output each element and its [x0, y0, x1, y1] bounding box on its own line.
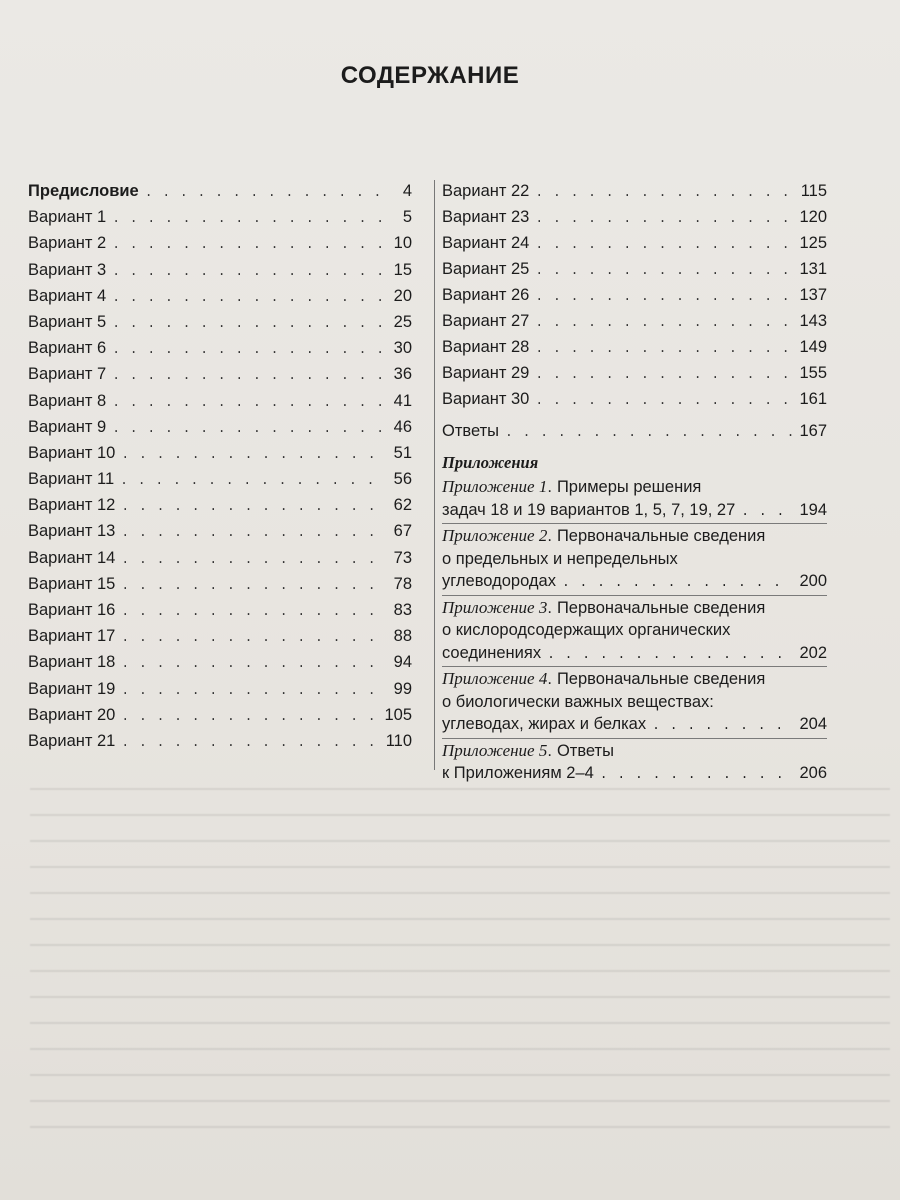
- appendix-name-period: .: [547, 670, 552, 688]
- toc-entry-label: Вариант 3: [28, 260, 107, 279]
- toc-entry-page: 10: [393, 234, 412, 253]
- toc-entry-label: Вариант 27: [442, 312, 530, 330]
- toc-entry[interactable]: [442, 282, 827, 308]
- leader-dots: [600, 764, 794, 787]
- toc-entry-label: Вариант 2: [28, 234, 107, 253]
- toc-entry-label: Вариант 28: [442, 338, 530, 356]
- leader-dots: [505, 420, 793, 446]
- bleed-through-texture: [30, 770, 890, 1150]
- toc-entry[interactable]: [28, 440, 412, 466]
- appendix-line: к Приложениям 2–4: [442, 764, 594, 782]
- appendix-line: Первоначальные сведения: [556, 527, 766, 545]
- appendix-separator: [442, 523, 827, 524]
- appendix-line: углеводородах: [442, 572, 556, 590]
- appendix-name: Приложение 2: [442, 526, 548, 545]
- toc-entry-label: Вариант 10: [28, 443, 116, 462]
- toc-entry-page: 51: [393, 443, 412, 462]
- appendix-page: 194: [799, 500, 827, 519]
- toc-entry[interactable]: [28, 676, 412, 702]
- appendix-page: 204: [799, 715, 827, 733]
- appendix-line: Первоначальные сведения: [556, 670, 766, 688]
- toc-entry[interactable]: [442, 360, 827, 386]
- leader-dots: [535, 206, 793, 232]
- appendix-name-period: .: [547, 741, 552, 760]
- toc-entry[interactable]: [28, 309, 412, 335]
- toc-entry[interactable]: [28, 649, 412, 675]
- leader-dots: [120, 468, 382, 494]
- leader-dots: [121, 573, 382, 599]
- leader-dots: [121, 442, 382, 468]
- toc-entry-page: 62: [393, 496, 412, 515]
- leader-dots: [145, 180, 382, 206]
- appendix-line: о кислородсодержащих органических: [442, 621, 731, 639]
- toc-entry-label: Вариант 15: [28, 574, 116, 593]
- toc-entry-label: Вариант 14: [28, 548, 116, 567]
- leader-dots: [121, 678, 382, 704]
- leader-dots: [112, 206, 382, 232]
- toc-entry-label: Вариант 29: [442, 364, 530, 382]
- appendix-name-period: .: [547, 478, 552, 496]
- toc-entry-page: 143: [799, 312, 827, 330]
- appendix-page: 202: [799, 643, 827, 662]
- toc-entry-page: 25: [393, 312, 412, 331]
- toc-entry-label: Вариант 22: [442, 182, 530, 200]
- toc-entry-page: 73: [393, 548, 412, 567]
- leader-dots: [121, 730, 379, 756]
- toc-entry[interactable]: [442, 334, 827, 360]
- toc-entry-label: Вариант 17: [28, 627, 116, 646]
- toc-variant-list: [442, 178, 827, 412]
- page-title: СОДЕРЖАНИЕ: [340, 62, 520, 89]
- toc-entry-page: 149: [799, 338, 827, 356]
- toc-entry-page: 67: [393, 522, 412, 541]
- toc-entry[interactable]: [28, 492, 412, 518]
- leader-dots: [535, 232, 793, 258]
- appendix-line: Примеры решения: [556, 478, 702, 496]
- appendix-entry[interactable]: [442, 740, 827, 785]
- leader-dots: [121, 599, 382, 625]
- toc-entry-label: Вариант 20: [28, 705, 116, 724]
- toc-entry-page: 125: [799, 234, 827, 252]
- toc-entry-page: 83: [393, 601, 412, 619]
- leader-dots: [121, 494, 382, 520]
- toc-entry-label: Вариант 4: [28, 286, 107, 305]
- toc-entry[interactable]: [442, 204, 827, 230]
- toc-entry-page: 167: [799, 422, 827, 440]
- toc-entry-page: 56: [393, 470, 412, 489]
- toc-entry[interactable]: [28, 414, 412, 440]
- leader-dots: [535, 258, 793, 284]
- toc-entry-page: 20: [393, 286, 412, 305]
- appendix-name: Приложение 1: [442, 477, 548, 496]
- toc-left-column: [28, 178, 412, 754]
- appendix-page: 206: [799, 764, 827, 782]
- appendix-line: Первоначальные сведения: [556, 598, 766, 617]
- toc-entry-label: Предисловие: [28, 182, 139, 200]
- toc-entry-page: 155: [799, 364, 827, 382]
- toc-entry-label: Вариант 16: [28, 601, 116, 619]
- appendix-separator: [442, 738, 827, 739]
- toc-entry-label: Вариант 18: [28, 653, 116, 672]
- toc-entry[interactable]: [442, 308, 827, 334]
- leader-dots: [121, 651, 382, 677]
- toc-entry-page: 4: [402, 182, 412, 200]
- appendix-entry[interactable]: [442, 668, 827, 736]
- leader-dots: [112, 416, 382, 442]
- toc-entry-page: 78: [393, 574, 412, 593]
- leader-dots: [112, 311, 382, 337]
- toc-entry[interactable]: [28, 178, 412, 204]
- toc-entry[interactable]: [28, 335, 412, 361]
- toc-entry-label: Вариант 30: [442, 390, 530, 408]
- leader-dots: [121, 625, 382, 651]
- toc-entry-label: Вариант 24: [442, 234, 530, 252]
- toc-entry-label: Вариант 19: [28, 679, 116, 698]
- toc-entry[interactable]: [442, 230, 827, 256]
- toc-entry[interactable]: [28, 388, 412, 414]
- toc-entry-label: Вариант 11: [28, 470, 115, 489]
- leader-dots: [112, 337, 382, 363]
- appendix-separator: [442, 666, 827, 667]
- appendix-name: Приложение 4: [442, 669, 548, 688]
- leader-dots: [535, 310, 793, 336]
- toc-entry-page: 46: [393, 417, 412, 436]
- leader-dots: [112, 259, 382, 285]
- leader-dots: [741, 501, 793, 524]
- leader-dots: [535, 388, 793, 414]
- toc-entry[interactable]: [28, 204, 412, 230]
- appendix-page: 200: [799, 572, 827, 590]
- leader-dots: [547, 644, 793, 667]
- toc-entry-label: Вариант 13: [28, 522, 116, 541]
- appendix-name: Приложение 5: [442, 740, 548, 760]
- toc-entry-page: 41: [393, 391, 412, 410]
- toc-entry-page: 120: [799, 208, 827, 226]
- toc-entry-label: Вариант 12: [28, 496, 116, 515]
- leader-dots: [121, 547, 382, 573]
- appendix-name-period: .: [547, 598, 552, 617]
- leader-dots: [562, 572, 794, 595]
- leader-dots: [112, 285, 382, 311]
- toc-entry-page: 110: [385, 731, 412, 750]
- toc-entry[interactable]: [28, 361, 412, 387]
- toc-entry-label: Вариант 8: [28, 391, 107, 410]
- toc-entry-label: Ответы: [442, 422, 500, 440]
- appendices-list: [442, 476, 827, 785]
- toc-right-column: [442, 178, 827, 786]
- appendix-name-period: .: [547, 527, 552, 545]
- toc-entry[interactable]: [442, 256, 827, 282]
- toc-entry-page: 105: [384, 705, 412, 724]
- toc-entry-page: 36: [393, 365, 412, 384]
- toc-entry[interactable]: [442, 178, 827, 204]
- appendix-entry[interactable]: [442, 525, 827, 593]
- toc-entry[interactable]: [28, 518, 412, 544]
- appendix-line: углеводах, жирах и белках: [442, 715, 647, 733]
- leader-dots: [112, 232, 382, 258]
- toc-entry-page: 15: [393, 260, 412, 279]
- appendix-entry[interactable]: [442, 597, 827, 665]
- toc-entry-label: Вариант 21: [28, 731, 116, 750]
- leader-dots: [121, 520, 382, 546]
- toc-entry-page: 5: [402, 208, 412, 227]
- appendix-entry[interactable]: [442, 476, 827, 521]
- appendix-line: задач 18 и 19 вариантов 1, 5, 7, 19, 27: [442, 500, 736, 519]
- leader-dots: [535, 336, 793, 362]
- appendix-line: о биологически важных веществах:: [442, 692, 714, 711]
- toc-entry-label: Вариант 5: [28, 312, 107, 331]
- toc-entry-label: Вариант 6: [28, 339, 107, 358]
- appendix-line: соединениях: [442, 643, 542, 662]
- toc-entry[interactable]: [28, 545, 412, 571]
- toc-entry[interactable]: [28, 597, 412, 623]
- appendix-separator: [442, 595, 827, 596]
- leader-dots: [535, 284, 793, 310]
- toc-entry[interactable]: [28, 702, 412, 728]
- leader-dots: [535, 180, 794, 206]
- toc-entry-page: 161: [799, 390, 827, 408]
- toc-entry[interactable]: [28, 230, 412, 256]
- toc-entry-label: Вариант 9: [28, 417, 107, 436]
- toc-entry-label: Вариант 26: [442, 286, 530, 304]
- toc-entry-page: 94: [393, 653, 412, 672]
- toc-entry[interactable]: [28, 257, 412, 283]
- appendix-name: Приложение 3: [442, 597, 548, 617]
- leader-dots: [121, 704, 378, 730]
- appendices-heading: Приложения: [442, 453, 539, 472]
- toc-entry-label: Вариант 1: [28, 208, 107, 227]
- toc-entry-page: 99: [393, 679, 412, 698]
- toc-entry-label: Вариант 25: [442, 260, 530, 278]
- toc-entry-label: Вариант 23: [442, 208, 530, 226]
- appendix-line: о предельных и непредельных: [442, 549, 678, 568]
- toc-entry-answers[interactable]: [442, 418, 827, 444]
- toc-entry-page: 137: [799, 286, 827, 304]
- leader-dots: [112, 390, 382, 416]
- toc-entry[interactable]: [28, 571, 412, 597]
- appendix-line: Ответы: [556, 741, 614, 760]
- toc-entry-page: 88: [393, 627, 412, 646]
- toc-entry[interactable]: [442, 386, 827, 412]
- toc-entry-page: 131: [799, 260, 827, 278]
- toc-entry-page: 30: [393, 339, 412, 358]
- leader-dots: [652, 715, 793, 738]
- toc-entry-label: Вариант 7: [28, 365, 107, 384]
- toc-entry[interactable]: [28, 466, 412, 492]
- leader-dots: [112, 363, 382, 389]
- toc-entry[interactable]: [28, 623, 412, 649]
- toc-entry-page: 115: [800, 182, 827, 200]
- leader-dots: [535, 362, 793, 388]
- toc-entry[interactable]: [28, 728, 412, 754]
- toc-entry[interactable]: [28, 283, 412, 309]
